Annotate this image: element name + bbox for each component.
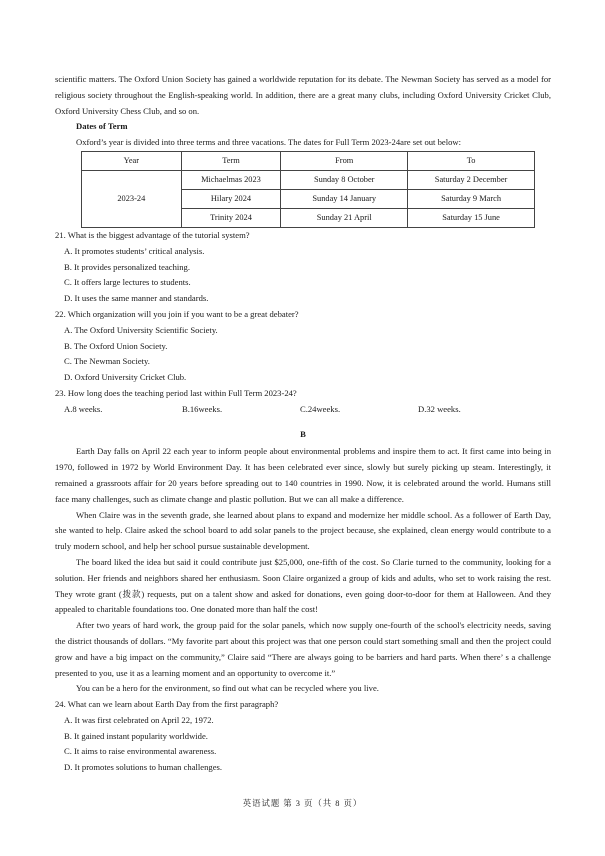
passage-paragraph-3: The board liked the idea but said it could contribute just $25,000, one-fifth of the cost. So Clarie turned to the community, looking for a solution. Her friends and neighbors shared her enthusiasm. Soon Claire organized a group of kids and adults, who set to work raising the rest. They wrote grant (拨款) requests, put on a talent show and asked for donations, even going door-to-door for them at Halloween. And they appealed to charitable foundations too. One donated more than half the cost! <box>55 556 551 615</box>
question-22-options <box>55 323 551 386</box>
table-cell: Saturday 15 June <box>408 208 535 227</box>
table-cell: Trinity 2024 <box>181 208 281 227</box>
table-header: From <box>281 151 408 170</box>
table-header: To <box>408 151 535 170</box>
passage-paragraph-4: After two years of hard work, the group paid for the solar panels, which now supply one-fourth of the school's electricity needs, saving the district thousands of dollars. “My favorite part about this project was that one person could start something small and then the project could grow and have a big impact on the community,” Claire said “There are always going to be barriers and hard parts. When there’ s a challenge presented to you, use it as a learning moment and an opportunity to overcome it.” <box>55 620 551 678</box>
table-year-cell: 2023-24 <box>82 170 182 227</box>
table-cell: Sunday 21 April <box>281 208 408 227</box>
option-c: C.24weeks. <box>300 403 341 414</box>
option-d: D. It uses the same manner and standards. <box>64 293 209 304</box>
question-24-options <box>55 713 551 776</box>
option-c: C. The Newman Society. <box>64 356 150 367</box>
option-b: B. It provides personalized teaching. <box>64 261 191 272</box>
question-21-stem: 21. What is the biggest advantage of the tutorial system? <box>55 229 250 240</box>
table-header: Term <box>181 151 281 170</box>
exam-page <box>55 72 551 776</box>
option-b: B.16weeks. <box>182 403 223 414</box>
option-a: A.8 weeks. <box>64 403 103 414</box>
table-cell: Hilary 2024 <box>181 189 281 208</box>
passage-paragraph-1: Earth Day falls on April 22 each year to inform people about environmental problems and inspire them to act. It first came into being in 1970, followed in 1972 by World Environment Day. It has been celebrated ever since, slowly but surely picking up steam. Interestingly, it remained a grassroots affair for 20 years before spreading out to 140 countries in 1990. Now, it is celebrated around the world. Humans still face many challenges, such as climate change and plastic pollution. But we can all make a difference. <box>55 446 551 504</box>
option-b: B. It gained instant popularity worldwide. <box>64 730 208 741</box>
page-footer: 英语试题 第 3 页（共 8 页） <box>242 799 363 808</box>
dates-paragraph: Oxford’s year is divided into three terms and three vacations. The dates for Full Term 2023-24are set out below: <box>76 137 461 148</box>
dates-heading: Dates of Term <box>76 121 128 132</box>
question-22-stem: 22. Which organization will you join if you want to be a great debater? <box>55 308 299 319</box>
question-23-stem: 23. How long does the teaching period last within Full Term 2023-24? <box>55 387 297 398</box>
option-d: D. Oxford University Cricket Club. <box>64 372 187 383</box>
term-dates-table <box>81 151 535 228</box>
question-23-options <box>55 402 551 418</box>
table-cell: Saturday 9 March <box>408 189 535 208</box>
section-b-heading: B <box>300 428 306 439</box>
table-cell: Sunday 14 January <box>281 189 408 208</box>
table-cell: Saturday 2 December <box>408 170 535 189</box>
question-24-stem: 24. What can we learn about Earth Day from the first paragraph? <box>55 699 279 710</box>
passage-paragraph-5: You can be a hero for the environment, so find out what can be recycled where you live. <box>76 683 379 694</box>
option-d: D.32 weeks. <box>418 403 461 414</box>
table-header-row <box>82 151 535 170</box>
option-b: B. The Oxford Union Society. <box>64 340 168 351</box>
intro-paragraph: scientific matters. The Oxford Union Society has gained a worldwide reputation for its debate. The Newman Society has served as a model for religious society throughout the English-speaking world. In addition, there are a great many clubs, including Oxford University Cricket Club, Oxford University Chess Club, and so on. <box>55 74 551 116</box>
table-cell: Michaelmas 2023 <box>181 170 281 189</box>
table-cell: Sunday 8 October <box>281 170 408 189</box>
option-c: C. It aims to raise environmental awareness. <box>64 746 217 757</box>
table-row <box>82 170 535 189</box>
option-a: A. It was first celebrated on April 22, 1972. <box>64 714 214 725</box>
option-a: A. It promotes students’ critical analysis. <box>64 245 205 256</box>
table-header: Year <box>82 151 182 170</box>
option-d: D. It promotes solutions to human challenges. <box>64 762 223 773</box>
question-21-options <box>55 244 551 307</box>
option-a: A. The Oxford University Scientific Society. <box>64 324 218 335</box>
passage-paragraph-2: When Claire was in the seventh grade, she learned about plans to expand and modernize her middle school. As a follower of Earth Day, she wanted to help. Claire asked the school board to add solar panels to the project because, she explained, clean energy would contribute to a truly modern school, and help her school pursue sustainable development. <box>55 509 551 552</box>
option-c: C. It offers large lectures to students. <box>64 277 191 288</box>
